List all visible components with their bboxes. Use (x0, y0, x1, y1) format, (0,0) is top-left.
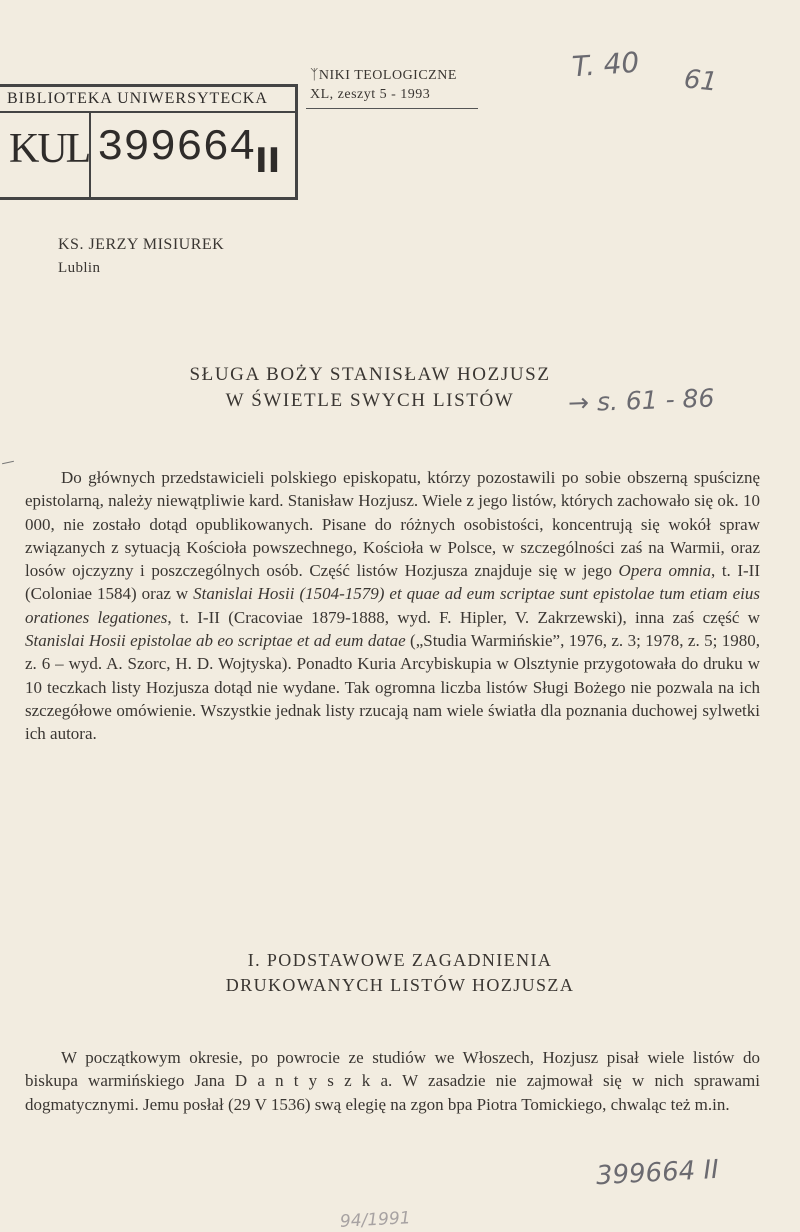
stamp-mark: II (255, 141, 281, 181)
para1-italic-3: Stanislai Hosii epistolae ab eo scriptae et ad eum datae (25, 631, 406, 651)
stamp-divider-horizontal (0, 111, 295, 113)
para2-text: W początkowym okresie, po powrocie ze studiów we Włoszech, Hozjusz pisał wiele listów do biskupa warmińskiego Jana D a n t y s z k a. W zasadzie nie zajmował się w nich sprawami dogmatycznymi. Jemu posłał (29 V 1536) swą elegię na zgon bpa Piotra Tomickiego, chwaląc też m.in. (25, 1048, 760, 1114)
header-rule (306, 108, 478, 109)
article-title-line2: W ŚWIETLE SWYCH LISTÓW (225, 390, 515, 411)
section-heading-line2: DRUKOWANYCH LISTÓW HOZJUSZA (225, 975, 575, 995)
section-heading-line1: I. PODSTAWOWE ZAGADNIENIA (247, 950, 553, 970)
handwritten-page-range: → s. 61 - 86 (567, 383, 715, 418)
journal-header (310, 66, 480, 104)
para1-text-3: , t. I-II (Cracoviae 1879-1888, wyd. F. Hipler, V. Zakrzewski), inna zaś część w (167, 607, 760, 627)
journal-issue: XL, zeszyt 5 - 1993 (310, 87, 431, 102)
para1-text-4: („Studia Warmińskie”, 1976, z. 3; 1978, z. 5; 1980, z. 6 – wyd. A. Szorc, H. D. Wojtyska). Ponadto Kuria Arcybiskupia w Olsztynie przygotowała do druku w 10 teczkach listy Hozjusza dotąd nie wydane. Tak ogromna liczba listów Sługi Bożego nie pozwala na ich szczegółowe omówienie. Wszystkie jednak listy rzucają nam wiele światła dla poznania duchowej sylwetki ich autora. (25, 631, 760, 744)
author-city: Lublin (58, 260, 101, 276)
section-paragraph (25, 1046, 760, 1116)
para1-italic-1: Opera omnia (618, 561, 712, 581)
handwritten-bottom-number: 399664 II (595, 1154, 720, 1192)
article-title-line1: SŁUGA BOŻY STANISŁAW HOZJUSZ (189, 364, 551, 385)
handwritten-volume-note: T. 40 (570, 45, 641, 84)
stamp-library-name: BIBLIOTEKA UNIWERSYTECKA (7, 90, 268, 107)
handwritten-number-note: 61 (682, 64, 719, 98)
author-name: KS. JERZY MISIUREK (58, 236, 225, 253)
stamp-inventory-number: 399664 (97, 123, 256, 173)
journal-title: ᛉNIKI TEOLOGICZNE (310, 68, 457, 83)
intro-paragraph (25, 466, 760, 746)
handwritten-faint-note: 94/1991 (339, 1208, 412, 1232)
para1-italic-2: Stanislai Hosii (1504-1579) et quae ad eum scriptae sunt epistolae tum etiam eius orationes legationes (25, 584, 761, 627)
stamp-logo: KUL (9, 126, 90, 172)
library-stamp (0, 84, 298, 200)
margin-mark (2, 461, 14, 464)
para1-text-2: , t. I-II (Coloniae 1584) oraz w (25, 561, 760, 604)
para1-text-1: Do głównych przedstawicieli polskiego episkopatu, którzy pozostawili po sobie obszerną spuściznę epistolarną, należy niewątpliwie kard. Stanisław Hozjusz. Wiele z jego listów, których zachowało się ok. 10 000, nie zostało dotąd opublikowanych. Pisane do różnych osobistości, koncentrują się wokół spraw związanych z sytuacją Kościoła powszechnego, Kościoła w Polsce, w szczególności zaś na Warmii, oraz losów ojczyzny i poszczególnych osób. Część listów Hozjusza znajduje się w jego (25, 468, 760, 581)
